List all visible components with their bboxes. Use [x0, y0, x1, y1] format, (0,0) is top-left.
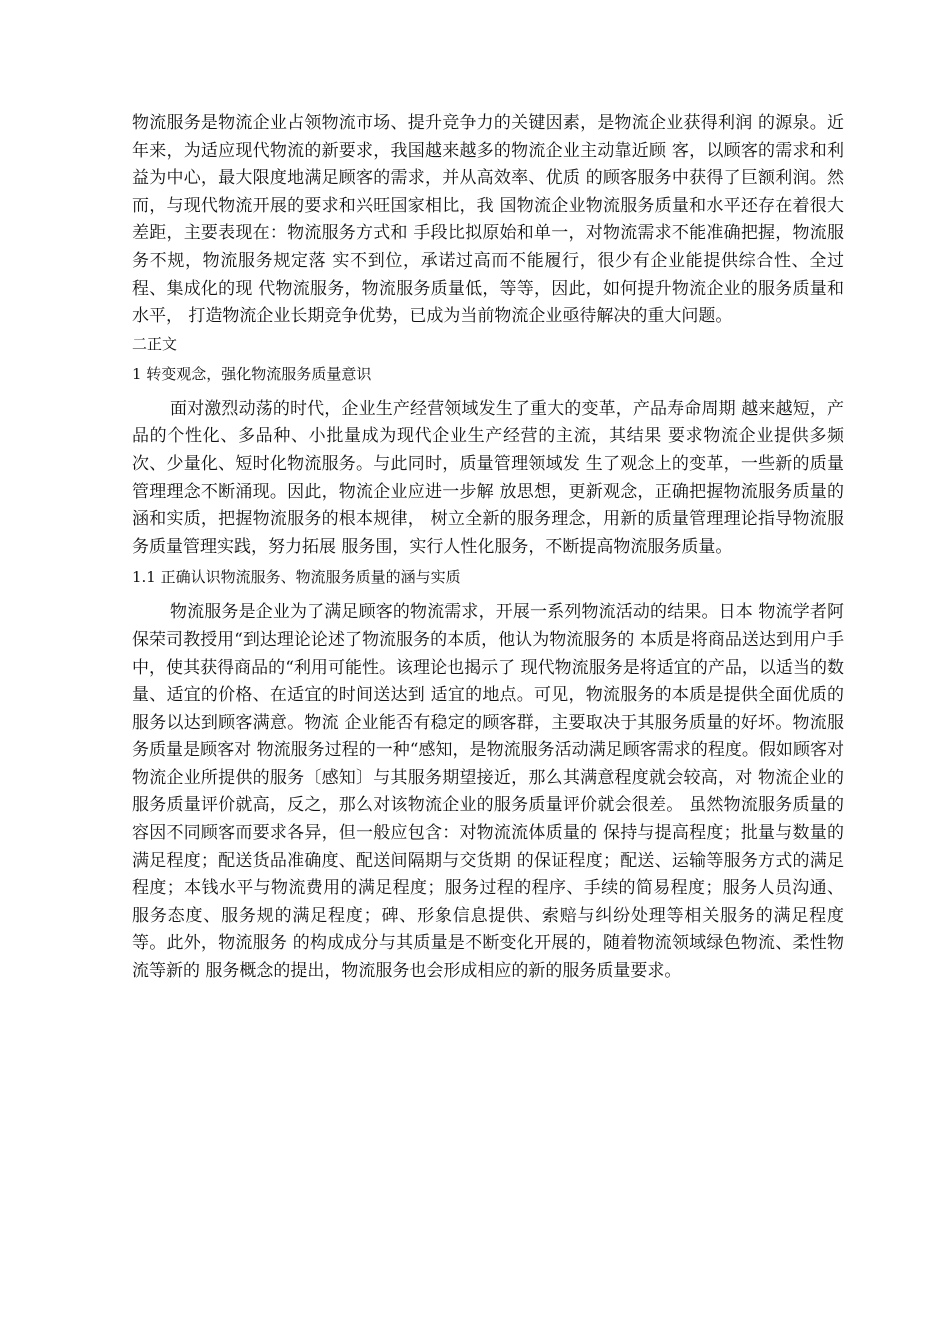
document-page	[132, 110, 844, 986]
paragraph-1: 面对激烈动荡的时代，企业生产经营领域发生了重大的变革，产品寿命周期 越来越短，产品的个性化、多品种、小批量成为现代企业生产经营的主流，其结果 要求物流企业提供多频次、少量化、短时化物流服务。与此同时，质量管理领域发 生了观念上的变革，一些新的质量管理理念不断涌现。因此，物流企业应进一步解 放思想，更新观念，正确把握物流服务质量的涵和实质，把握物流服务的根本规律， 树立全新的服务理念，用新的质量管理理论指导物流服务质量管理实践，努力拓展 服务围，实行人性化服务，不断提高物流服务质量。	[132, 398, 844, 557]
section-heading: 二正文	[132, 334, 178, 353]
intro-paragraph: 物流服务是物流企业占领物流市场、提升竞争力的关键因素，是物流企业获得利润 的源泉。近年来，为适应现代物流的新要求，我国越来越多的物流企业主动靠近顾 客，以顾客的需求和利益为中心，最大限度地满足顾客的需求，并从高效率、优质 的顾客服务中获得了巨额利润。然而，与现代物流开展的要求和兴旺国家相比，我 国物流企业物流服务质量和水平还存在着很大差距，主要表现在：物流服务方式和 手段比拟原始和单一，对物流需求不能准确把握，物流服务不规，物流服务规定落 实不到位，承诺过高而不能履行，很少有企业能提供综合性、全过程、集成化的现 代物流服务，物流服务质量低，等等，因此，如何提升物流企业的服务质量和水平， 打造物流企业长期竞争优势，已成为当前物流企业亟待解决的重大问题。	[132, 113, 844, 327]
heading-1-1: 1.1 正确认识物流服务、物流服务质量的涵与实质	[132, 568, 461, 587]
heading-1: 1 转变观念，强化物流服务质量意识	[132, 364, 372, 383]
spacer	[132, 591, 844, 599]
spacer	[132, 388, 844, 396]
paragraph-1-1: 物流服务是企业为了满足顾客的物流需求，开展一系列物流活动的结果。日本 物流学者阿保荣司教授用“到达理论论述了物流服务的本质，他认为物流服务的 本质是将商品送达到用户手中，使其获得商品的“利用可能性。该理论也揭示了 现代物流服务是将适宜的产品，以适当的数量、适宜的价格、在适宜的时间送达到 适宜的地点。可见，物流服务的本质是提供全面优质的服务以达到顾客满意。物流 企业能否有稳定的顾客群，主要取决于其服务质量的好坏。物流服务质量是顾客对 物流服务过程的一种“感知，是物流服务活动满足顾客需求的程度。假如顾客对 物流企业所提供的服务〔感知〕与其服务期望接近，那么其满意程度就会较高，对 物流企业的服务质量评价就高，反之，那么对该物流企业的服务质量评价就会很差。 虽然物流服务质量的容因不同顾客而要求各异，但一般应包含：对物流流体质量的 保持与提高程度；批量与数量的满足程度；配送货品准确度、配送间隔期与交货期 的保证程度；配送、运输等服务方式的满足程度；本钱水平与物流费用的满足程度；服务过程的程序、手续的简易程度；服务人员沟通、服务态度、服务规的满足程度；碑、形象信息提供、索赔与纠纷处理等相关服务的满足程度等。此外，物流服务 的构成成分与其质量是不断变化开展的，随着物流领域绿色物流、柔性物流等新的 服务概念的提出，物流服务也会形成相应的新的服务质量要求。	[132, 602, 844, 982]
